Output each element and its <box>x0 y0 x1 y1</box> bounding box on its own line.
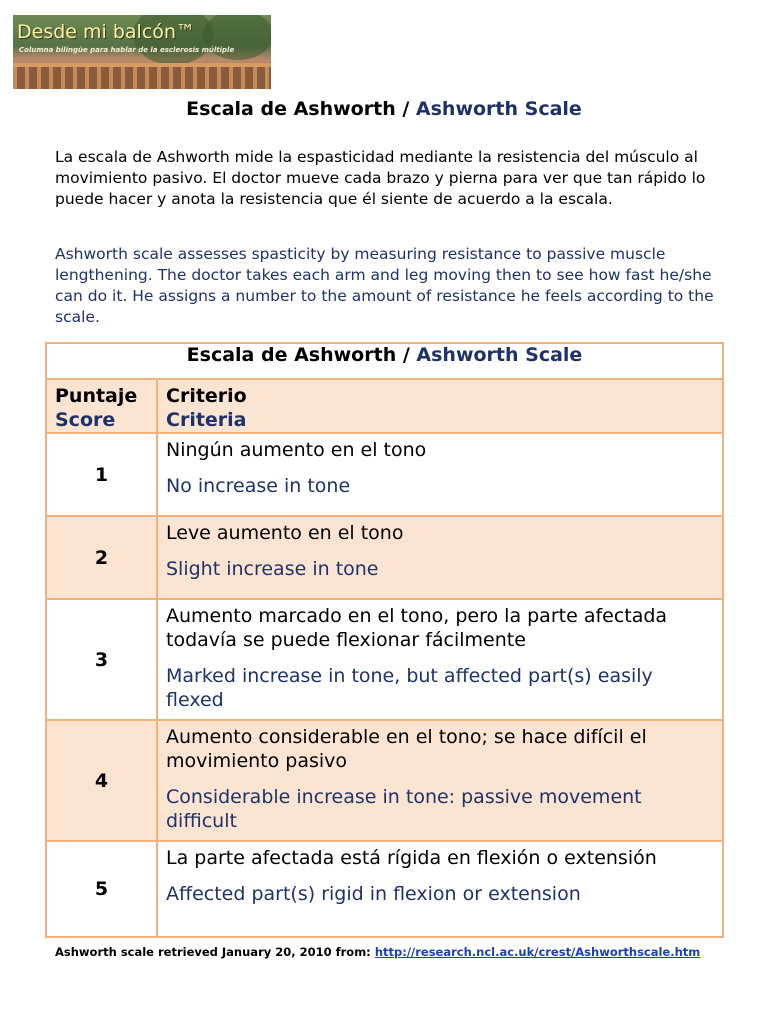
criteria-en: Affected part(s) rigid in flexion or extension <box>166 883 581 905</box>
header-score <box>46 379 157 433</box>
score-cell: 2 <box>46 516 157 599</box>
criteria-en: Slight increase in tone <box>166 558 379 580</box>
title-english: Ashworth Scale <box>415 98 582 120</box>
table-row <box>46 433 723 516</box>
table-row <box>46 599 723 720</box>
header-criteria-es: Criterio <box>166 385 247 407</box>
table-row <box>46 841 723 937</box>
page-title <box>0 98 768 120</box>
criteria-es: Aumento marcado en el tono, pero la parte afectada todavía se puede flexionar fácilmente <box>166 605 668 651</box>
score-cell: 1 <box>46 433 157 516</box>
criteria-es: Leve aumento en el tono <box>166 522 404 544</box>
citation-text: Ashworth scale retrieved January 20, 2010 from: <box>55 945 371 959</box>
header-score-es: Puntaje <box>55 385 138 407</box>
criteria-es: Ningún aumento en el tono <box>166 439 427 461</box>
criteria-en: No increase in tone <box>166 475 351 497</box>
caption-english: Ashworth Scale <box>416 344 583 366</box>
source-citation <box>55 945 700 959</box>
criteria-en: Marked increase in tone, but affected part(s) easily flexed <box>166 665 653 711</box>
score-cell: 4 <box>46 720 157 841</box>
criteria-cell <box>157 433 723 516</box>
caption-spanish: Escala de Ashworth / <box>186 344 410 366</box>
criteria-es: La parte afectada está rígida en flexión o extensión <box>166 847 657 869</box>
table-header-row <box>46 379 723 433</box>
header-criteria <box>157 379 723 433</box>
table-row <box>46 516 723 599</box>
banner-subtitle: Columna bilingüe para hablar de la esclerosis múltiple <box>19 46 235 54</box>
intro-english: Ashworth scale assesses spasticity by measuring resistance to passive muscle lengthening. The doctor takes each arm and leg moving then to see how fast he/she can do it. He assigns a number to the amount of resistance he feels according to the scale. <box>55 245 714 326</box>
intro-spanish: La escala de Ashworth mide la espasticidad mediante la resistencia del músculo al movimiento pasivo. El doctor mueve cada brazo y pierna para ver que tan rápido lo puede hacer y anota la resistencia que él siente de acuerdo a la escala. <box>55 148 706 208</box>
title-spanish: Escala de Ashworth / <box>186 98 410 120</box>
blog-banner-image <box>13 15 271 89</box>
criteria-cell <box>157 516 723 599</box>
banner-title: Desde mi balcón™ <box>17 21 195 43</box>
criteria-es: Aumento considerable en el tono; se hace difícil el movimiento pasivo <box>166 726 647 772</box>
score-cell: 5 <box>46 841 157 937</box>
criteria-en: Considerable increase in tone: passive movement difficult <box>166 786 642 832</box>
source-link[interactable]: http://research.ncl.ac.uk/crest/Ashworthscale.htm <box>374 945 701 959</box>
score-cell: 3 <box>46 599 157 720</box>
criteria-cell <box>157 720 723 841</box>
table-row <box>46 720 723 841</box>
criteria-cell <box>157 841 723 937</box>
header-criteria-en: Criteria <box>166 409 247 431</box>
table-caption <box>46 343 723 379</box>
criteria-cell <box>157 599 723 720</box>
header-score-en: Score <box>55 409 116 431</box>
ashworth-scale-table <box>45 342 724 938</box>
